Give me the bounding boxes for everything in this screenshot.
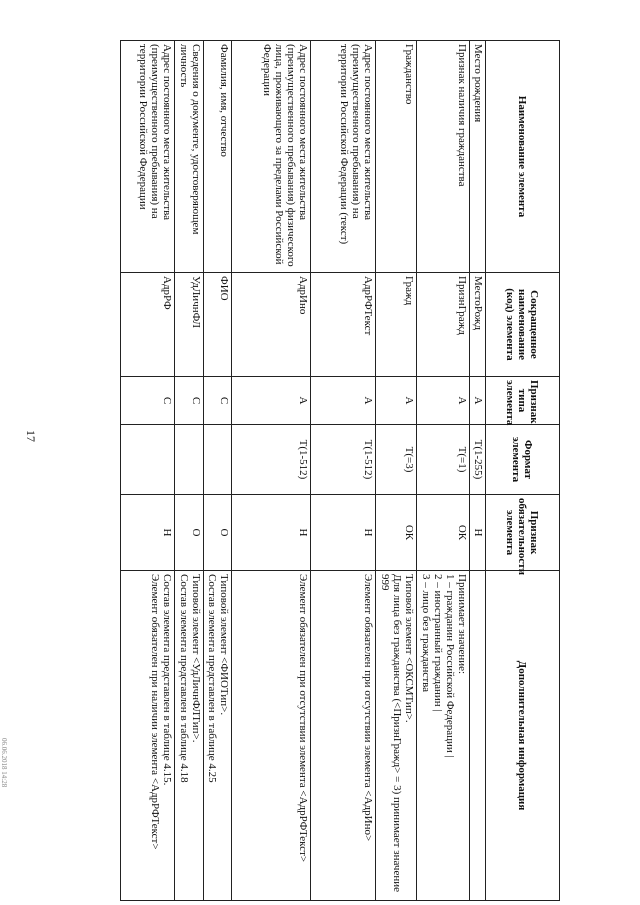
- element-required-cell: Н: [311, 495, 376, 571]
- table-row: [470, 41, 486, 901]
- element-name-cell: Признак наличия гражданства: [416, 41, 469, 273]
- additional-info-cell: [311, 571, 376, 901]
- additional-info-line: Элемент обязателен при отсутствии элемента <АдрРФТекст>: [297, 574, 310, 863]
- element-required-cell: Н: [231, 495, 310, 571]
- table-row: [311, 41, 376, 901]
- element-format-cell: [121, 425, 175, 495]
- additional-info-line: Состав элемента представлен в таблице 4.15.: [161, 574, 174, 786]
- table-body: [121, 41, 486, 901]
- element-format-cell: Т(1-512): [311, 425, 376, 495]
- table-row: [231, 41, 310, 901]
- header-element-format: Формат элемента: [486, 425, 560, 495]
- element-type-cell: А: [470, 377, 486, 425]
- element-required-cell: ОК: [376, 495, 417, 571]
- element-required-cell: ОК: [416, 495, 469, 571]
- element-name-cell: Место рождения: [470, 41, 486, 273]
- elements-table: [120, 40, 560, 901]
- element-code-cell: АдрРФТекст: [311, 273, 376, 377]
- element-format-cell: Т(=1): [416, 425, 469, 495]
- element-type-cell: А: [231, 377, 310, 425]
- header-element-name: Наименование элемента: [486, 41, 560, 273]
- page-number: 17: [24, 430, 38, 442]
- element-code-cell: УдЛичнФЛ: [175, 273, 203, 377]
- document-stamp: [0, 738, 8, 821]
- additional-info-line: Типовой элемент <ФИОТип>.: [217, 574, 230, 716]
- element-format-cell: Т(=3): [376, 425, 417, 495]
- element-type-cell: С: [203, 377, 231, 425]
- element-name-cell: Адрес постоянного места жительства (преимущественного пребывания) физического лица, проживающего за пределами Российской Федерации: [231, 41, 310, 273]
- element-format-cell: [175, 425, 203, 495]
- additional-info-cell: [376, 571, 417, 901]
- additional-info-cell: [175, 571, 203, 901]
- element-required-cell: О: [175, 495, 203, 571]
- additional-info-line: 3 – лицо без гражданства: [420, 574, 433, 693]
- table-row: [203, 41, 231, 901]
- additional-info-line: Состав элемента представлен в таблице 4.18: [177, 574, 190, 783]
- additional-info-line: 1 – гражданин Российской Федерации |: [444, 574, 457, 758]
- element-type-cell: С: [175, 377, 203, 425]
- element-type-cell: А: [376, 377, 417, 425]
- additional-info-line: 2 – иностранный гражданин |: [432, 574, 445, 712]
- element-type-cell: А: [416, 377, 469, 425]
- element-format-cell: Т(1-512): [231, 425, 310, 495]
- additional-info-line: Элемент обязателен при отсутствии элемента <АдрИно>: [362, 574, 375, 842]
- element-code-cell: ПризнГражд: [416, 273, 469, 377]
- element-code-cell: ФИО: [203, 273, 231, 377]
- table-row: [376, 41, 417, 901]
- element-code-cell: АдрИно: [231, 273, 310, 377]
- element-required-cell: О: [203, 495, 231, 571]
- element-required-cell: Н: [121, 495, 175, 571]
- element-code-cell: АдрРФ: [121, 273, 175, 377]
- element-code-cell: МестоРожд: [470, 273, 486, 377]
- element-type-cell: А: [311, 377, 376, 425]
- table-row: [416, 41, 469, 901]
- table-row: [175, 41, 203, 901]
- header-element-type: Признак типа элемента: [486, 377, 560, 425]
- element-format-cell: [203, 425, 231, 495]
- header-additional-info: Дополнительная информация: [486, 571, 560, 901]
- element-name-cell: Адрес постоянного места жительства (преимущественного пребывания) на территории Российской Федерации: [121, 41, 175, 273]
- additional-info-cell: [416, 571, 469, 901]
- element-format-cell: Т(1-255): [470, 425, 486, 495]
- additional-info-line: Принимает значение:: [456, 574, 469, 675]
- additional-info-cell: [470, 571, 486, 901]
- table-row: [121, 41, 175, 901]
- element-name-cell: Фамилия, имя, отчество: [203, 41, 231, 273]
- additional-info-line: Элемент обязателен при наличии элемента <АдрРФТекст>: [149, 574, 162, 850]
- element-type-cell: С: [121, 377, 175, 425]
- element-required-cell: Н: [470, 495, 486, 571]
- stamp-line-1: 06.06.2018 14:28: [0, 738, 8, 788]
- table-container: [120, 40, 560, 900]
- header-element-required: Признак обязательности элемента: [486, 495, 560, 571]
- element-name-cell: Сведения о документе, удостоверяющем личность: [175, 41, 203, 273]
- additional-info-line: Типовой элемент <УдЛичнФЛТип>.: [189, 574, 202, 743]
- additional-info-line: Для лица без гражданства (<ПризнГражд> = 3) принимает значение 999: [378, 574, 403, 892]
- element-code-cell: Гражд: [376, 273, 417, 377]
- additional-info-line: Типовой элемент <ОКСМТип>.: [402, 574, 415, 723]
- header-element-code: Сокращенное наименование (код) элемента: [486, 273, 560, 377]
- element-name-cell: Адрес постоянного места жительства (преимущественного пребывания) на территории Российской Федерации (текст): [311, 41, 376, 273]
- additional-info-line: Состав элемента представлен в таблице 4.25: [205, 574, 218, 783]
- table-header-row: [486, 41, 560, 901]
- additional-info-cell: [203, 571, 231, 901]
- element-name-cell: Гражданство: [376, 41, 417, 273]
- additional-info-cell: [231, 571, 310, 901]
- additional-info-cell: [121, 571, 175, 901]
